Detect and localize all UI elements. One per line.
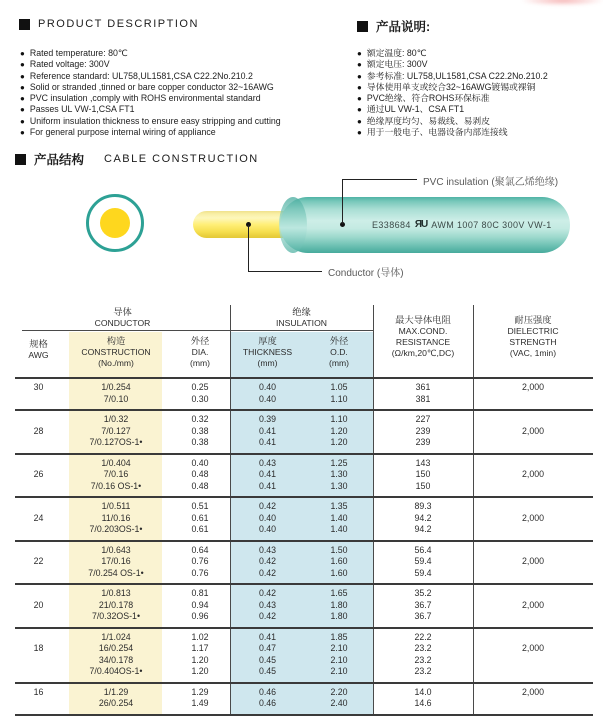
column-header-thickness: 厚度 THICKNESS (mm)	[242, 336, 293, 368]
table-row-awg-22	[15, 542, 593, 586]
list-item-text: 参考标准: UL758,UL1581,CSA C22.2No.210.2	[366, 70, 548, 81]
cropped-logo-smudge	[520, 0, 603, 6]
list-item-text: Rated temperature: 80℃	[29, 48, 128, 58]
list-item	[357, 82, 548, 93]
cell-thickness: 0.46 0.46	[258, 686, 277, 708]
cell-awg: 18	[33, 643, 44, 653]
cable-spec-text: AWM 1007 80C 300V VW-1	[431, 219, 552, 230]
cell-od: 1.05 1.10	[330, 382, 348, 404]
cell-thickness: 0.42 0.43 0.42	[258, 588, 277, 621]
product-notes-list	[357, 48, 548, 138]
bullet-icon: ●	[357, 128, 362, 138]
cell-awg: 30	[33, 382, 44, 392]
table-row-awg-24	[15, 498, 593, 542]
table-row-awg-18	[15, 629, 593, 684]
cell-construction: 1/0.32 7/0.127 7/0.127OS-1•	[89, 414, 143, 447]
column-header-od: 外径 O.D. (mm)	[328, 336, 350, 368]
cell-od: 1.25 1.30 1.30	[330, 457, 348, 491]
list-item	[20, 104, 281, 115]
cell-dia: 0.40 0.48 0.48	[191, 457, 209, 491]
column-header-construction: 构造 CONSTRUCTION (No./mm)	[81, 336, 151, 368]
list-item-text: Rated voltage: 300V	[29, 59, 110, 70]
cell-construction: 1/0.813 21/0.178 7/0.32OS-1•	[91, 588, 141, 621]
cell-thickness: 0.43 0.42 0.42	[258, 544, 277, 578]
list-item	[357, 48, 548, 59]
cell-thickness: 0.43 0.41 0.41	[258, 457, 277, 491]
cell-dia: 0.32 0.38 0.38	[191, 414, 209, 447]
table-row-awg-26	[15, 455, 593, 499]
table-body	[15, 379, 593, 716]
section-square-icon	[357, 21, 368, 32]
bullet-icon: ●	[20, 49, 25, 58]
list-item	[20, 93, 281, 104]
ul-file-number: E338684	[372, 219, 411, 230]
list-item	[357, 71, 548, 82]
cable-construction-header	[15, 150, 259, 168]
cell-od: 1.50 1.60 1.60	[330, 544, 348, 578]
insulation-end-face	[279, 197, 307, 253]
bullet-icon: ●	[357, 82, 362, 92]
pvc-callout-line-h	[342, 179, 417, 180]
cell-thickness: 0.40 0.40	[258, 382, 277, 404]
cell-awg: 28	[33, 425, 44, 436]
cell-resistance: 56.4 59.4 59.4	[414, 544, 432, 578]
cell-resistance: 227 239 239	[415, 414, 431, 447]
product-description-title: PRODUCT DESCRIPTION	[38, 18, 199, 30]
list-item	[357, 104, 548, 115]
group-underline	[22, 330, 373, 331]
column-header-dielectric: 耐压强度 DIELECTRIC STRENGTH (VAC, 1min)	[507, 315, 559, 358]
cell-thickness: 0.41 0.47 0.45 0.45	[258, 631, 277, 676]
cell-dielectric: 2,000	[521, 686, 544, 697]
list-item-text: 用于一般电子、电器设备内部连接线	[366, 127, 508, 138]
product-description-header	[19, 18, 199, 30]
cell-dielectric: 2,000	[521, 643, 544, 653]
spec-table	[15, 305, 593, 714]
conductor-callout-line-v	[248, 225, 249, 271]
cell-dielectric: 2,000	[521, 556, 544, 566]
cell-dia: 0.64 0.76 0.76	[191, 544, 209, 578]
list-item	[357, 116, 548, 127]
construction-title-cn: 产品结构	[34, 153, 85, 167]
column-header-maxcond: 最大导体电阻 MAX.COND. RESISTANCE (Ω/km,20℃,DC)	[391, 315, 455, 358]
cell-awg: 26	[33, 469, 44, 479]
conductor-callout-line-h	[248, 271, 322, 272]
cell-construction: 1/1.29 26/0.254	[98, 686, 134, 708]
bullet-icon: ●	[357, 71, 362, 81]
cell-awg: 24	[33, 512, 44, 523]
cell-od: 1.85 2.10 2.10 2.10	[330, 631, 348, 676]
bullet-icon: ●	[357, 94, 362, 104]
table-row-awg-28	[15, 411, 593, 455]
cell-dielectric: 2,000	[521, 425, 544, 436]
list-item-text: 额定电压: 300V	[366, 59, 428, 70]
cell-resistance: 89.3 94.2 94.2	[414, 501, 432, 534]
conductor-label: Conductor (导体)	[328, 268, 404, 279]
list-item-text: PVC绝缘、符合ROHS环保标准	[366, 93, 490, 104]
list-item-text: Uniform insulation thickness to ensure easy stripping and cutting	[29, 115, 281, 126]
table-row-awg-30	[15, 379, 593, 411]
bullet-icon: ●	[20, 105, 25, 115]
bullet-icon: ●	[20, 60, 25, 70]
construction-title-en: CABLE CONSTRUCTION	[104, 153, 259, 165]
product-description-list	[20, 48, 281, 138]
list-item	[357, 127, 548, 138]
cell-dia: 0.81 0.94 0.96	[191, 588, 209, 621]
cell-dia: 1.29 1.49	[191, 686, 209, 708]
list-item-text: PVC insulation ,comply with ROHS environmental standard	[29, 93, 261, 104]
pvc-callout-line-v	[342, 179, 343, 224]
cell-od: 2.20 2.40	[330, 686, 348, 708]
cell-construction: 1/0.643 17/0.16 7/0.254 OS-1•	[88, 544, 144, 578]
bullet-icon: ●	[20, 71, 25, 81]
cell-dielectric: 2,000	[521, 512, 544, 523]
list-item-text: 导体使用单支或绞合32~16AWG镀锡或裸铜	[366, 81, 536, 92]
list-item	[20, 82, 281, 93]
list-item-text: Passes UL VW-1,CSA FT1	[29, 104, 135, 115]
column-header-awg: 规格 AWG	[28, 339, 49, 360]
cell-construction: 1/0.511 11/0.16 7/0.203OS-1•	[89, 501, 143, 534]
list-item	[20, 127, 281, 138]
list-item	[357, 59, 548, 70]
cell-od: 1.35 1.40 1.40	[330, 501, 348, 534]
cell-dia: 0.25 0.30	[191, 382, 209, 404]
cell-resistance: 35.2 36.7 36.7	[414, 588, 432, 621]
cell-dielectric: 2,000	[521, 382, 544, 392]
bullet-icon: ●	[20, 94, 25, 104]
list-item	[357, 93, 548, 104]
pvc-insulation-label: PVC insulation (聚氯乙烯绝缘)	[423, 177, 559, 188]
product-notes-title: 产品说明:	[376, 20, 431, 34]
cable-print-text	[372, 219, 568, 230]
list-item-text: 通过UL VW-1、CSA FT1	[366, 104, 465, 115]
list-item	[20, 59, 281, 70]
cell-resistance: 14.0 14.6	[414, 686, 432, 708]
section-square-icon	[19, 19, 30, 30]
table-row-awg-20	[15, 585, 593, 629]
cell-od: 1.10 1.20 1.20	[330, 414, 348, 447]
group-header-conductor: 导体 CONDUCTOR	[94, 307, 151, 328]
bullet-icon: ●	[357, 116, 362, 126]
table-row-awg-16	[15, 684, 593, 716]
group-header-insulation: 绝缘 INSULATION	[276, 307, 327, 328]
cell-construction: 1/1.024 16/0.254 34/0.178 7/0.404OS-1•	[89, 631, 143, 676]
column-header-dia: 外径 DIA. (mm)	[189, 336, 211, 368]
section-square-icon	[15, 154, 26, 165]
list-item-text: Solid or stranded ,tinned or bare copper conductor 32~16AWG	[29, 81, 274, 92]
bullet-icon: ●	[20, 116, 25, 126]
ul-recognized-mark-icon: ЯU	[414, 219, 428, 230]
list-item	[20, 48, 281, 59]
cell-resistance: 22.2 23.2 23.2 23.2	[414, 631, 432, 676]
list-item-text: For general purpose internal wiring of appliance	[29, 127, 216, 138]
cell-dielectric: 2,000	[521, 599, 544, 610]
bullet-icon: ●	[357, 60, 362, 70]
cell-od: 1.65 1.80 1.80	[330, 588, 348, 621]
bullet-icon: ●	[20, 82, 25, 92]
table-header	[15, 305, 593, 379]
cell-thickness: 0.42 0.40 0.40	[258, 501, 277, 534]
cell-resistance: 143 150 150	[415, 457, 431, 491]
list-item-text: 额定温度: 80℃	[366, 48, 427, 58]
list-item	[20, 116, 281, 127]
cell-dielectric: 2,000	[521, 469, 544, 479]
cell-awg: 22	[33, 556, 44, 566]
cell-awg: 16	[33, 686, 44, 697]
cell-construction: 1/0.254 7/0.10	[101, 382, 131, 404]
cell-construction: 1/0.404 7/0.16 7/0.16 OS-1•	[90, 457, 142, 491]
list-item-text: 绝缘厚度均匀、易裁线、易剥皮	[366, 115, 491, 126]
cell-awg: 20	[33, 599, 44, 610]
list-item	[20, 71, 281, 82]
cell-dia: 1.02 1.17 1.20 1.20	[191, 631, 209, 676]
bullet-icon: ●	[357, 105, 362, 115]
cell-resistance: 361 381	[415, 382, 431, 404]
cross-section-core	[100, 208, 130, 238]
cell-thickness: 0.39 0.41 0.41	[258, 414, 277, 447]
product-notes-header	[357, 17, 430, 35]
list-item-text: Reference standard: UL758,UL1581,CSA C22.2No.210.2	[29, 70, 253, 81]
bullet-icon: ●	[357, 49, 362, 58]
bullet-icon: ●	[20, 128, 25, 138]
cell-dia: 0.51 0.61 0.61	[191, 501, 209, 534]
